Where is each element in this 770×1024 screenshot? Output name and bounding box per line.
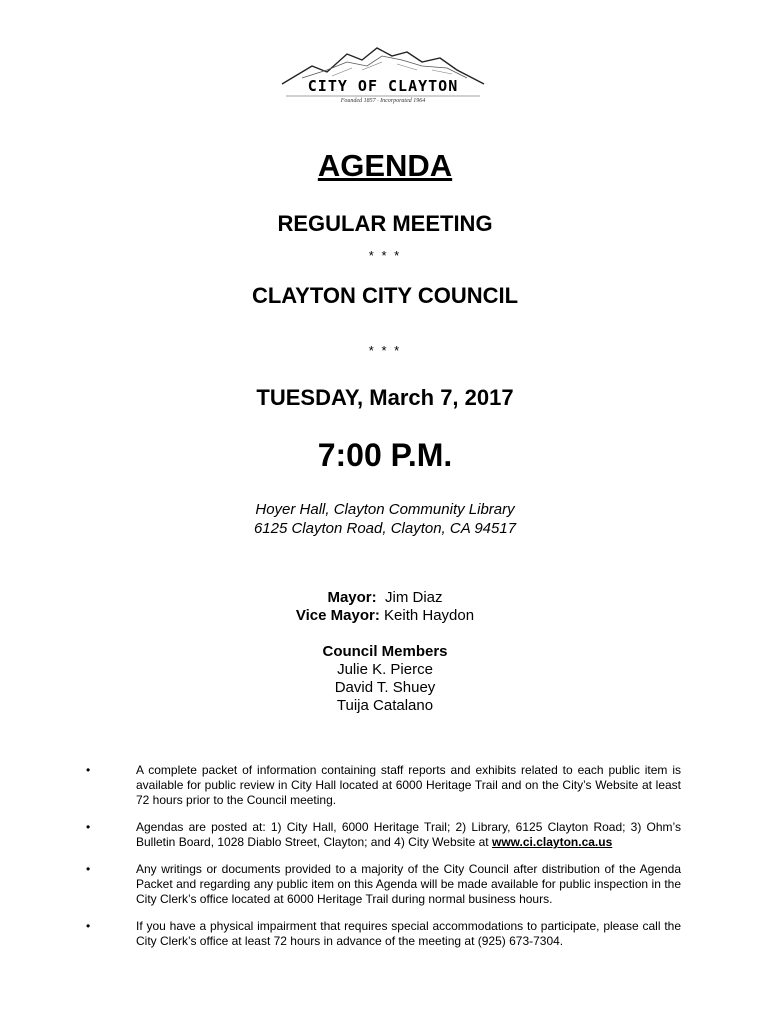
meeting-date: TUESDAY, March 7, 2017 (256, 385, 514, 410)
notice-text: If you have a physical impairment that requires special accommodations to participate, please call the City Clerk’s office at least 72 hours in advance of the meeting at (925) 673-7304. (136, 919, 681, 948)
officials (0, 589, 770, 625)
logo-tagline: Founded 1857 · Incorporated 1964 (340, 98, 426, 104)
bullet-icon: • (86, 820, 91, 834)
council-member: David T. Shuey (334, 679, 436, 696)
mayor-label: Mayor: (327, 589, 377, 606)
vice-mayor-line (0, 607, 770, 625)
meeting-time: 7:00 P.M. (317, 437, 453, 473)
notice-item (86, 862, 681, 907)
body-name: CLAYTON CITY COUNCIL (251, 283, 519, 308)
notice-text: A complete packet of information containing staff reports and exhibits related to each public item is available for public review in City Hall located at 6000 Heritage Trail and on the City’s Website at least 72 hours prior to the Council meeting. (136, 763, 681, 807)
council-member: Julie K. Pierce (337, 661, 433, 678)
separator: * * * (368, 343, 402, 358)
meeting-type: REGULAR MEETING (277, 211, 493, 236)
vice-mayor-label: Vice Mayor: (295, 607, 380, 624)
bullet-icon: • (86, 763, 91, 777)
notice-item (86, 820, 681, 850)
council-member: Tuija Catalano (336, 697, 434, 714)
venue-address: 6125 Clayton Road, Clayton, CA 94517 (253, 520, 517, 537)
city-logo (272, 44, 494, 114)
page-title: AGENDA (317, 148, 453, 183)
notice-text: Agendas are posted at: 1) City Hall, 6000 Heritage Trail; 2) Library, 6125 Clayton Road; 3) Ohm’s Bulletin Board, 1028 Diablo Street, Clayton; and 4) City Website at (136, 820, 681, 849)
notice-list (86, 763, 681, 961)
mayor-line (0, 589, 770, 607)
notice-text: Any writings or documents provided to a majority of the City Council after distribution of the Agenda Packet and regarding any public item on this Agenda will be made available for public inspection in the City Clerk’s office located at 6000 Heritage Trail during normal business hours. (136, 862, 681, 906)
vice-mayor-name: Keith Haydon (384, 607, 475, 624)
venue-name: Hoyer Hall, Clayton Community Library (255, 501, 515, 518)
notice-item (86, 763, 681, 808)
venue (0, 500, 770, 538)
bullet-icon: • (86, 862, 91, 876)
logo-title: CITY OF CLAYTON (307, 77, 459, 95)
city-website-link[interactable]: www.ci.clayton.ca.us (491, 835, 613, 849)
mayor-name: Jim Diaz (385, 589, 443, 606)
bullet-icon: • (86, 919, 91, 933)
council-members-list (0, 661, 770, 715)
separator: * * * (368, 248, 402, 263)
council-members-heading: Council Members (322, 643, 448, 660)
notice-item (86, 919, 681, 949)
